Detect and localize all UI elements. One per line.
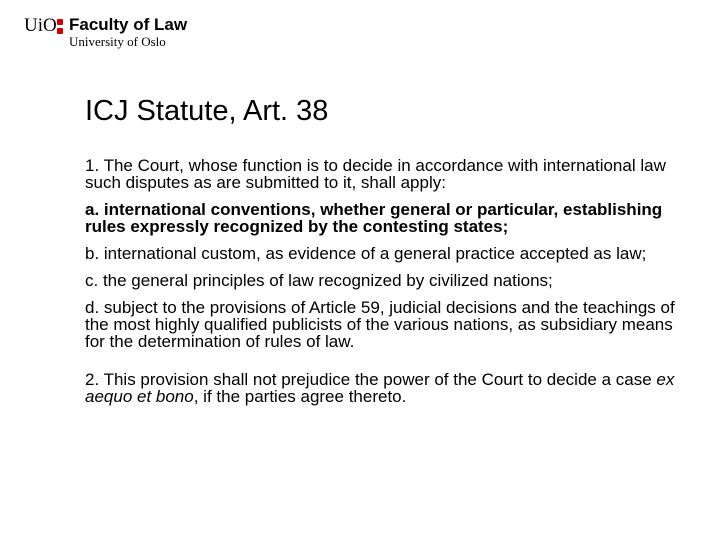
- item-a: a. international conventions, whether general or particular, establishing rules expressly recognized by the contesting states;: [85, 200, 663, 236]
- item-b: b. international custom, as evidence of a general practice accepted as law;: [85, 244, 647, 263]
- logo-dot-top: [57, 19, 63, 25]
- logo-faculty-name: Faculty of Law: [69, 15, 188, 34]
- logo-uio-text: UiO: [24, 15, 57, 36]
- item-c: c. the general principles of law recognized by civilized nations;: [85, 271, 553, 290]
- paragraph-2-end: , if the parties agree thereto.: [193, 387, 407, 406]
- item-d: d. subject to the provisions of Article 59, judicial decisions and the teachings of the most highly qualified publicists of the various nations, as subsidiary means for the determination of rules of law.: [85, 298, 675, 351]
- logo-university-name: University of Oslo: [69, 34, 166, 49]
- paragraph-2-start: 2. This provision shall not prejudice the power of the Court to decide a case: [85, 370, 657, 389]
- statute-text: [85, 157, 695, 415]
- paragraph-2-italic-phrase: ex aequo et bono: [85, 370, 675, 406]
- paragraph-2: [85, 371, 695, 405]
- logo-dot-bottom: [57, 28, 63, 34]
- page-title: ICJ Statute, Art. 38: [85, 95, 329, 127]
- logo-colon-icon: [57, 18, 64, 36]
- paragraph-1: 1. The Court, whose function is to decide in accordance with international law such disputes as are submitted to it, shall apply:: [85, 156, 666, 192]
